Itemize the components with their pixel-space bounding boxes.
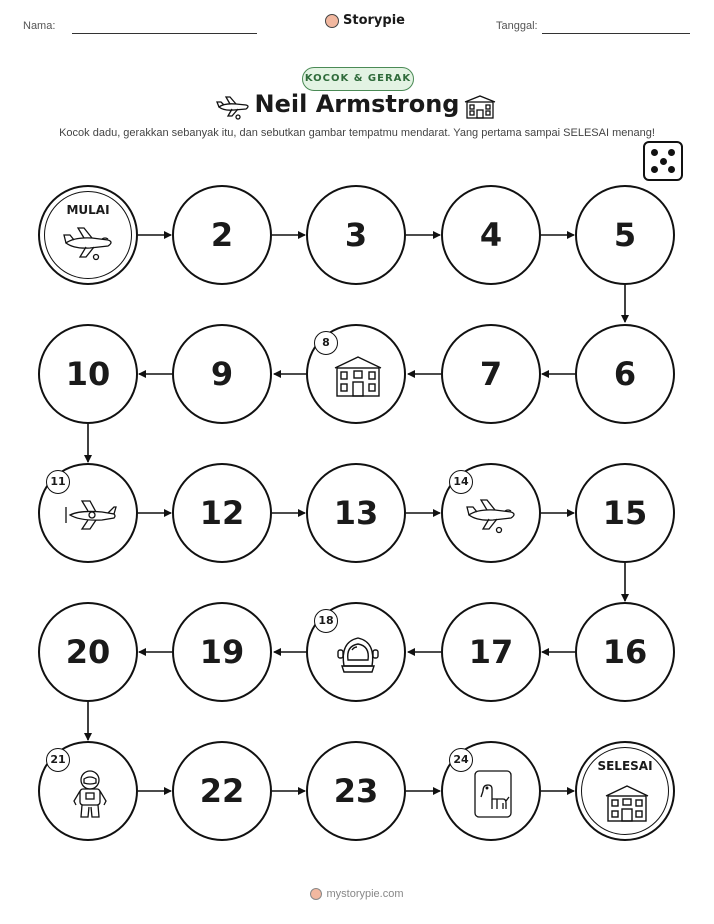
astronaut-helmet-icon [336, 632, 380, 676]
activity-badge: KOCOK & GERAK [302, 67, 414, 91]
space-2: 2 [172, 185, 272, 285]
space-3: 3 [306, 185, 406, 285]
footer-url[interactable]: mystorypie.com [326, 888, 404, 900]
space-5: 5 [575, 185, 675, 285]
finish-space [575, 741, 675, 841]
space-6: 6 [575, 324, 675, 424]
space-number-14: 14 [449, 470, 473, 494]
space-20: 20 [38, 602, 138, 702]
space-10: 10 [38, 324, 138, 424]
footer [0, 888, 714, 900]
space-17: 17 [441, 602, 541, 702]
space-22: 22 [172, 741, 272, 841]
school-building-icon [333, 354, 383, 398]
brand-name: Storypie [343, 13, 405, 28]
dog-card-icon [473, 769, 513, 819]
storypie-logo-icon [310, 888, 322, 900]
space-number-21: 21 [46, 748, 70, 772]
school-building-icon [604, 783, 650, 823]
start-space [38, 185, 138, 285]
propeller-plane-icon [60, 499, 120, 531]
start-label: MULAI [66, 203, 110, 217]
airplane-icon [463, 497, 523, 535]
instructions: Kocok dadu, gerakkan sebanyak itu, dan sebutkan gambar tempatmu mendarat. Yang pertama sampai SELESAI menang! [59, 127, 655, 139]
space-4: 4 [441, 185, 541, 285]
astronaut-icon [70, 769, 110, 821]
space-15: 15 [575, 463, 675, 563]
space-number-18: 18 [314, 609, 338, 633]
name-label: Nama: [23, 20, 56, 32]
space-9: 9 [172, 324, 272, 424]
space-12: 12 [172, 463, 272, 563]
space-23: 23 [306, 741, 406, 841]
page-title: Neil Armstrong [254, 90, 460, 118]
space-19: 19 [172, 602, 272, 702]
space-number-11: 11 [46, 470, 70, 494]
space-number-8: 8 [314, 331, 338, 355]
space-13: 13 [306, 463, 406, 563]
space-number-24: 24 [449, 748, 473, 772]
date-label: Tanggal: [496, 20, 538, 32]
space-16: 16 [575, 602, 675, 702]
airplane-icon [62, 225, 118, 261]
finish-label: SELESAI [597, 759, 653, 773]
space-7: 7 [441, 324, 541, 424]
